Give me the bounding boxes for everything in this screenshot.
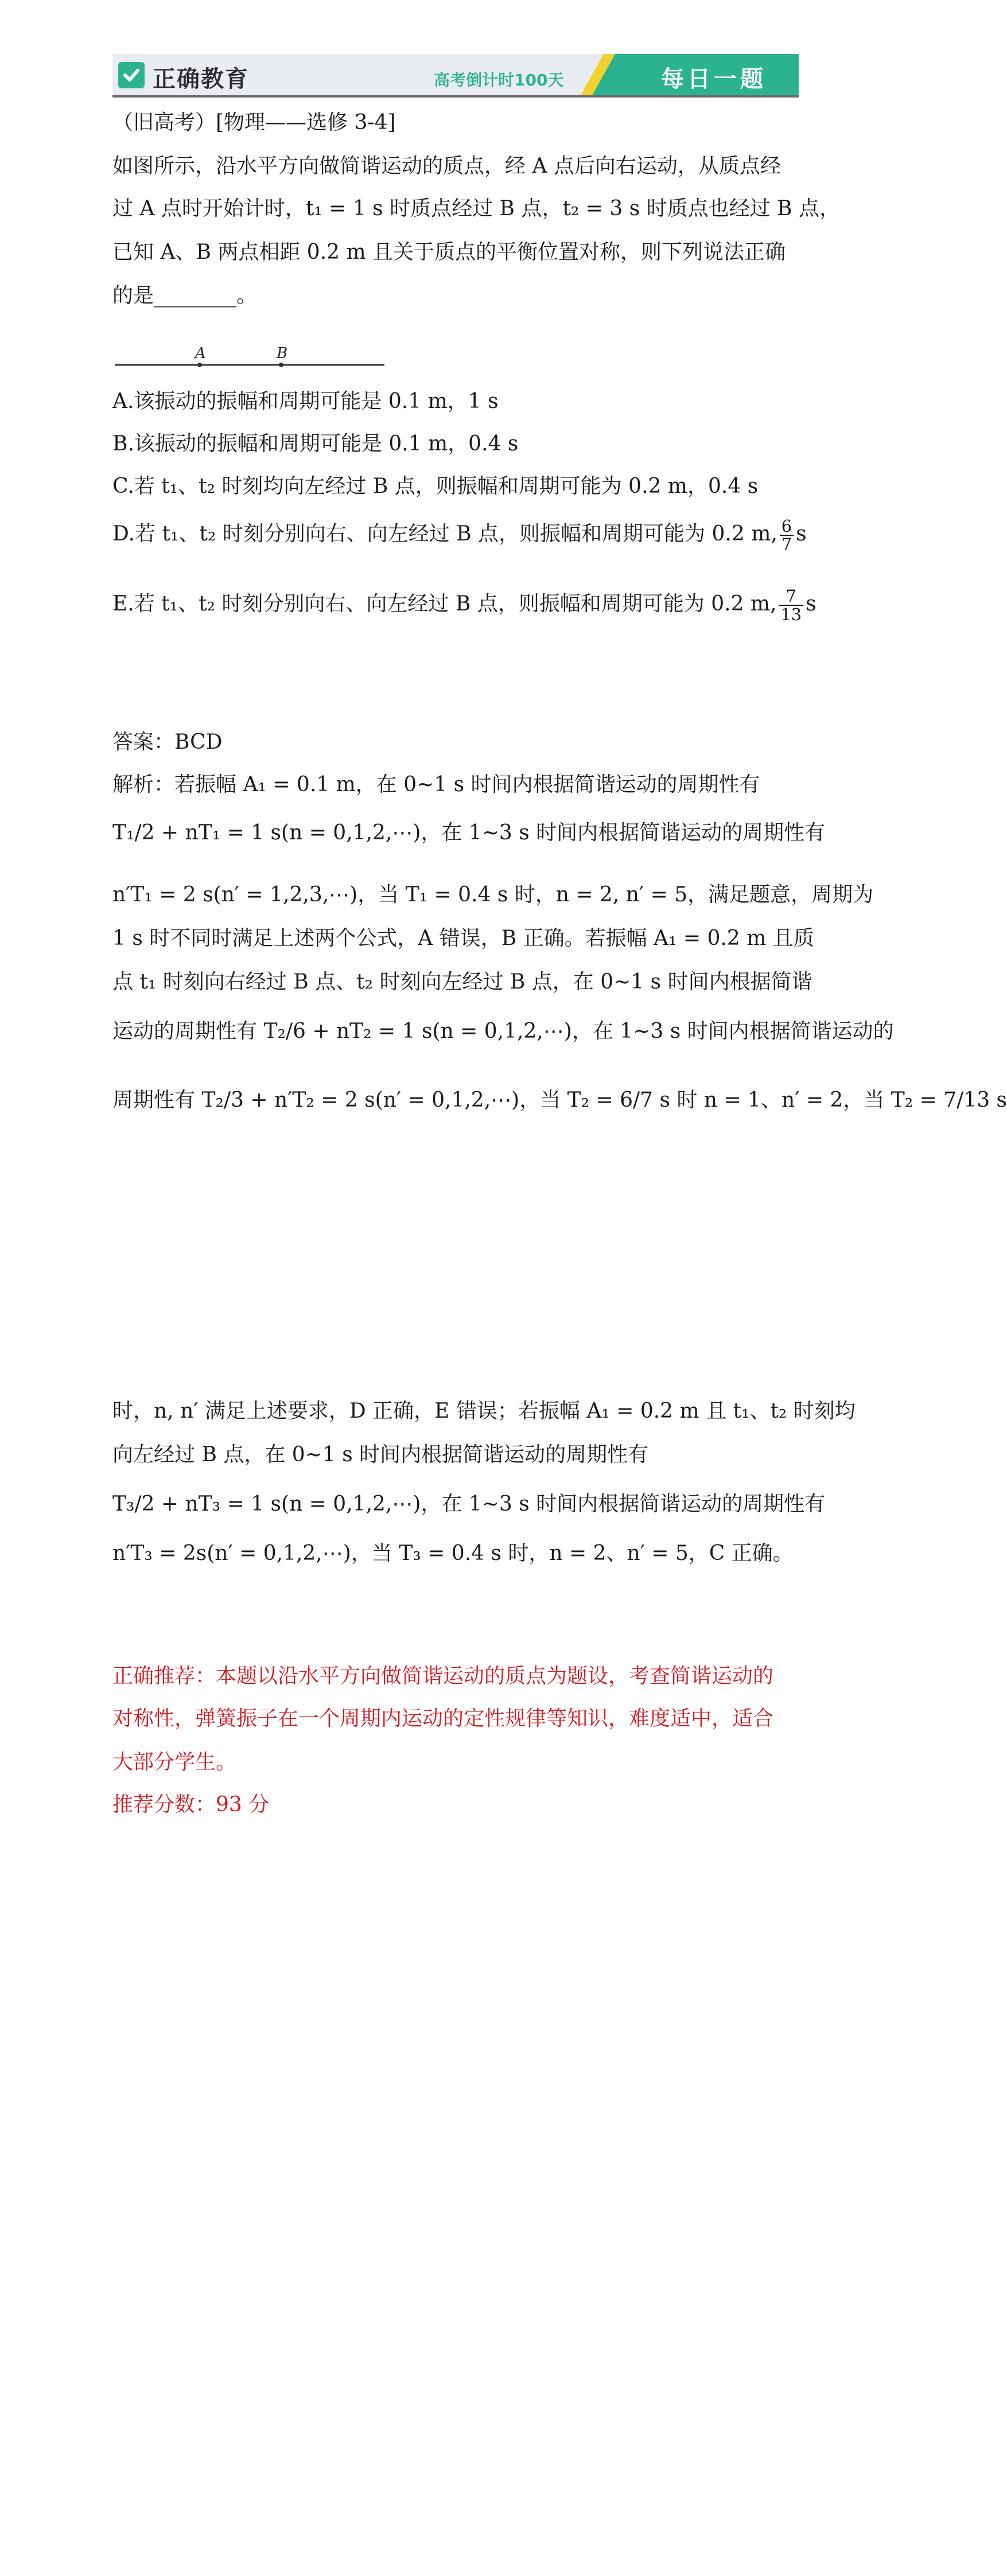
brand-name: 正确教育 xyxy=(153,66,249,92)
point-b-label: B xyxy=(277,345,288,362)
analysis-line-7: 周期性有 T₂/3 + n′T₂ = 2 s(n′ = 0,1,2,⋯)，当 T₂ = 6/7 s 时 n = 1、n′ = 2，当 T₂ = 7/13 s xyxy=(112,1088,1007,1112)
checkmark-icon xyxy=(118,62,145,88)
option-d-fraction: $\frac{6}{7}$ xyxy=(780,517,794,553)
analysis-line-5: 点 t₁ 时刻向右经过 B 点、t₂ 时刻向左经过 B 点，在 0~1 s 时间内根据简谐 xyxy=(112,970,812,994)
countdown-text: 高考倒计时100天 xyxy=(434,71,564,90)
question-stem-line-1: 如图所示，沿水平方向做简谐运动的质点，经 A 点后向右运动，从质点经 xyxy=(112,154,781,178)
option-d xyxy=(112,517,807,553)
question-stem-line-3: 已知 A、B 两点相距 0.2 m 且关于质点的平衡位置对称，则下列说法正确 xyxy=(112,240,786,264)
answer-line: 答案：BCD xyxy=(112,730,223,754)
motion-axis-figure xyxy=(115,344,390,373)
option-e xyxy=(112,587,817,623)
analysis-line-6: 运动的周期性有 T₂/6 + nT₂ = 1 s(n = 0,1,2,⋯)，在 1~3 s 时间内根据简谐运动的 xyxy=(112,1019,894,1043)
recommend-score: 推荐分数：93 分 xyxy=(112,1793,270,1816)
point-b xyxy=(279,363,283,367)
analysis-line-1: 解析：若振幅 A₁ = 0.1 m，在 0~1 s 时间内根据简谐运动的周期性有 xyxy=(112,773,760,796)
option-e-unit: s xyxy=(806,592,817,616)
analysis-line-11: n′T₃ = 2s(n′ = 0,1,2,⋯)，当 T₃ = 0.4 s 时，n = 2、n′ = 5，C 正确。 xyxy=(112,1542,794,1565)
analysis-line-2: T₁/2 + nT₁ = 1 s(n = 0,1,2,⋯)，在 1~3 s 时间内根据简谐运动的周期性有 xyxy=(112,821,826,845)
option-a: A.该振动的振幅和周期可能是 0.1 m，1 s xyxy=(112,390,499,413)
analysis-line-10: T₃/2 + nT₃ = 1 s(n = 0,1,2,⋯)，在 1~3 s 时间内根据简谐运动的周期性有 xyxy=(112,1492,826,1516)
option-e-fraction: $\frac{7}{13}$ xyxy=(779,587,803,623)
option-d-text: D.若 t₁、t₂ 时刻分别向右、向左经过 B 点，则振幅和周期可能为 0.2 m, xyxy=(112,522,777,546)
option-d-unit: s xyxy=(796,522,807,546)
option-e-text: E.若 t₁、t₂ 时刻分别向右、向左经过 B 点，则振幅和周期可能为 0.2 m, xyxy=(112,592,777,616)
header-divider xyxy=(112,95,799,98)
recommend-line-3: 大部分学生。 xyxy=(112,1750,237,1774)
option-c: C.若 t₁、t₂ 时刻均向左经过 B 点，则振幅和周期可能为 0.2 m，0.4 s xyxy=(112,474,759,498)
question-stem-line-4: 的是________。 xyxy=(112,284,258,308)
header-banner xyxy=(112,54,799,95)
analysis-line-9: 向左经过 B 点，在 0~1 s 时间内根据简谐运动的周期性有 xyxy=(112,1443,649,1466)
daily-question-tag xyxy=(581,54,799,95)
analysis-line-3: n′T₁ = 2 s(n′ = 1,2,3,⋯)，当 T₁ = 0.4 s 时，n = 2, n′ = 5，满足题意，周期为 xyxy=(112,883,874,906)
recommend-line-2: 对称性，弹簧振子在一个周期内运动的定性规律等知识，难度适中，适合 xyxy=(112,1707,774,1730)
point-a xyxy=(197,363,202,367)
point-a-label: A xyxy=(195,345,206,362)
analysis-line-8: 时，n, n′ 满足上述要求，D 正确，E 错误；若振幅 A₁ = 0.2 m 且 t₁、t₂ 时刻均 xyxy=(112,1399,856,1423)
question-stem-line-2: 过 A 点时开始计时，t₁ = 1 s 时质点经过 B 点，t₂ = 3 s 时质点也经过 B 点， xyxy=(112,197,840,220)
question-source: （旧高考）[物理——选修 3-4] xyxy=(112,111,396,134)
recommend-line-1: 正确推荐：本题以沿水平方向做简谐运动的质点为题设，考查简谐运动的 xyxy=(112,1664,774,1688)
analysis-line-4: 1 s 时不同时满足上述两个公式，A 错误，B 正确。若振幅 A₁ = 0.2 m 且质 xyxy=(112,927,814,950)
tag-label: 每日一题 xyxy=(661,66,767,92)
option-b: B.该振动的振幅和周期可能是 0.1 m，0.4 s xyxy=(112,432,519,456)
